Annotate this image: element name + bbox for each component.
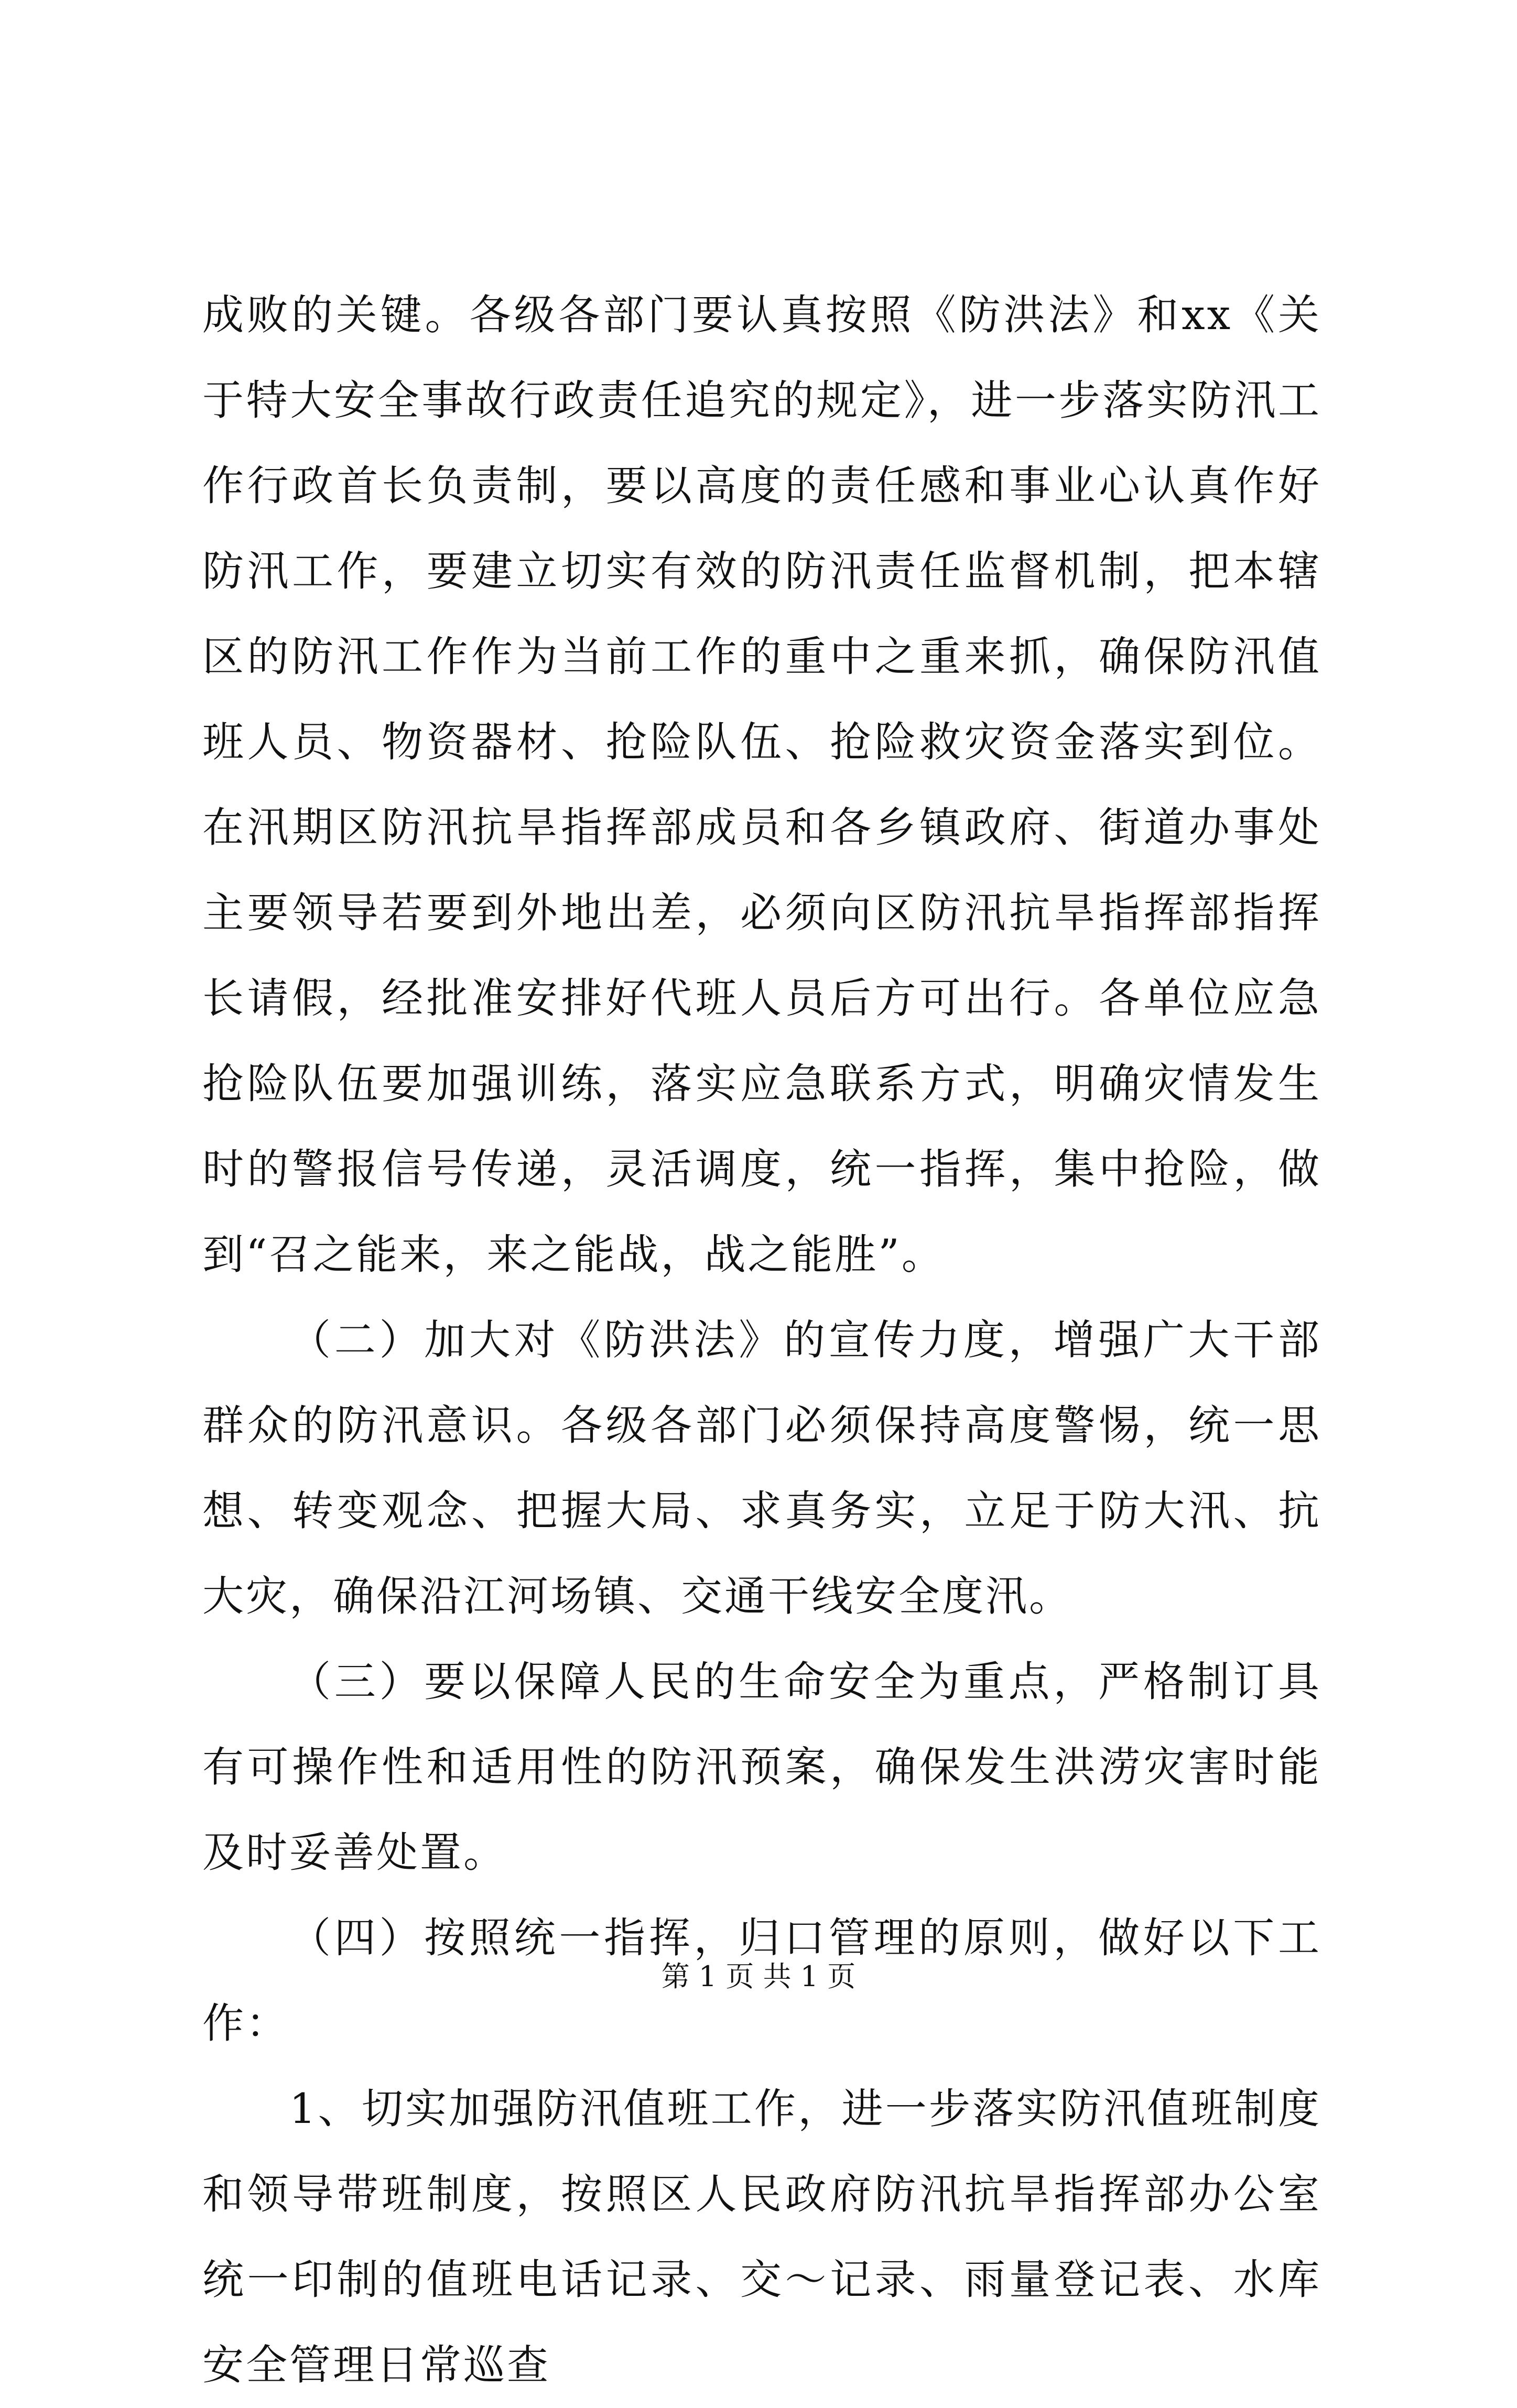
paragraph-section-3: （三）要以保障人民的生命安全为重点，严格制订具有可操作性和适用性的防汛预案，确保发生洪涝灾害时能及时妥善处置。 <box>202 1658 1321 1877</box>
paragraph-item-1: 1、切实加强防汛值班工作，进一步落实防汛值班制度和领导带班制度，按照区人民政府防汛抗旱指挥部办公室统一印制的值班电话记录、交～记录、雨量登记表、水库安全管理日常巡查 <box>202 2085 1321 2389</box>
paragraph-section-4: （四）按照统一指挥，归口管理的原则，做好以下工作： <box>202 1914 1321 2047</box>
document-body <box>202 273 1321 2408</box>
paragraph-section-2: （二）加大对《防洪法》的宣传力度，增强广大干部群众的防汛意识。各级各部门必须保持高度警惕，统一思想、转变观念、把握大局、求真务实，立足于防大汛、抗大灾，确保沿江河场镇、交通干线安全度汛。 <box>202 1316 1321 1620</box>
paragraph-continued: 成败的关键。各级各部门要认真按照《防洪法》和xx《关于特大安全事故行政责任追究的规定》，进一步落实防汛工作行政首长负责制，要以高度的责任感和事业心认真作好防汛工作，要建立切实有效的防汛责任监督机制，把本辖区的防汛工作作为当前工作的重中之重来抓，确保防汛值班人员、物资器材、抢险队伍、抢险救灾资金落实到位。在汛期区防汛抗旱指挥部成员和各乡镇政府、街道办事处主要领导若要到外地出差，必须向区防汛抗旱指挥部指挥长请假，经批准安排好代班人员后方可出行。各单位应急抢险队伍要加强训练，落实应急联系方式，明确灾情发生时的警报信号传递，灵活调度，统一指挥，集中抢险，做到“召之能来，来之能战，战之能胜”。 <box>202 291 1321 1279</box>
page-footer: 第 1 页 共 1 页 <box>661 1960 856 1993</box>
